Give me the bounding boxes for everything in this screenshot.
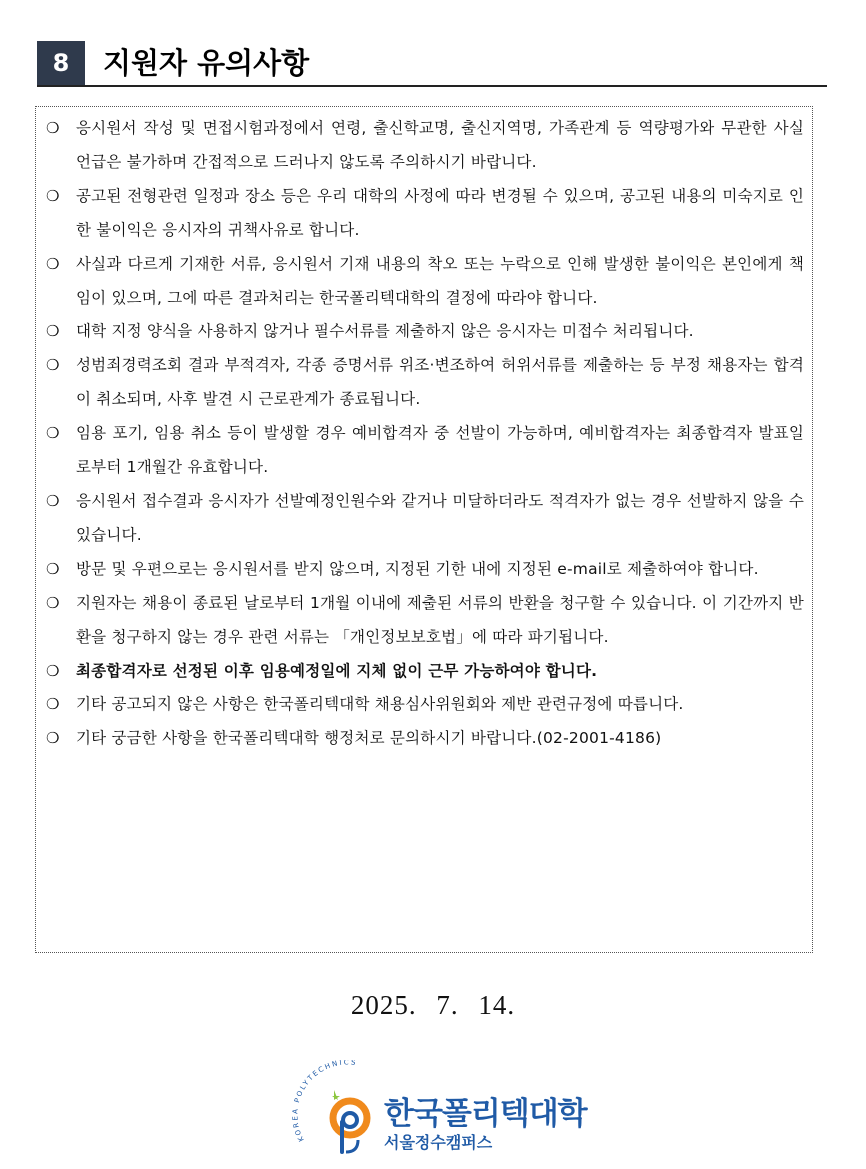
circle-bullet-icon: ❍: [46, 424, 60, 443]
notice-item: [46, 349, 804, 417]
circle-bullet-icon: ❍: [46, 661, 60, 680]
announcement-date: 2025. 7. 14.: [350, 990, 516, 1020]
notice-text: 대학 지정 양식을 사용하지 않거나 필수서류를 제출하지 않은 응시자는 미접수 처리됩니다.: [76, 322, 694, 341]
notice-text: 지원자는 채용이 종료된 날로부터 1개월 이내에 제출된 서류의 반환을 청구할 수 있습니다. 이 기간까지 반환을 청구하지 않는 경우 관련 서류는 「개인정보보호법」에 따라 파기됩니다.: [76, 593, 804, 646]
notice-item: [46, 485, 804, 553]
notice-text: 임용 포기, 임용 취소 등이 발생할 경우 예비합격자 중 선발이 가능하며, 예비합격자는 최종합격자 발표일로부터 1개월간 유효합니다.: [76, 424, 804, 477]
circle-bullet-icon: ❍: [46, 356, 60, 375]
notice-text: 응시원서 작성 및 면접시험과정에서 연령, 출신학교명, 출신지역명, 가족관계 등 역량평가와 무관한 사실 언급은 불가하며 간접적으로 드러나지 않도록 주의하시기 바랍니다.: [76, 119, 804, 171]
notice-item: [46, 722, 804, 756]
circle-bullet-icon: ❍: [46, 186, 60, 205]
notice-box: [35, 106, 813, 953]
notice-text: 방문 및 우편으로는 응시원서를 받지 않으며, 지정된 기한 내에 지정된 e-mail로 제출하여야 합니다.: [76, 559, 759, 578]
notice-item: [46, 112, 804, 180]
circle-bullet-icon: ❍: [46, 491, 60, 510]
notice-text: 공고된 전형관련 일정과 장소 등은 우리 대학의 사정에 따라 변경될 수 있으며, 공고된 내용의 미숙지로 인한 불이익은 응시자의 귀책사유로 합니다.: [76, 186, 804, 239]
notice-item: [46, 553, 804, 587]
section-title: 지원자 유의사항: [103, 46, 310, 80]
circle-bullet-icon: ❍: [46, 254, 60, 273]
notice-item: [46, 180, 804, 248]
circle-bullet-icon: ❍: [46, 695, 60, 714]
circle-bullet-icon: ❍: [46, 559, 60, 578]
circle-bullet-icon: ❍: [46, 322, 60, 341]
notice-item: [46, 417, 804, 485]
notice-item: [46, 688, 804, 722]
notice-text: 기타 공고되지 않은 사항은 한국폴리텍대학 채용심사위원회와 제반 관련규정에 따릅니다.: [76, 695, 684, 714]
notice-item: [46, 315, 804, 349]
section-header: [37, 36, 827, 86]
circle-bullet-icon: ❍: [46, 593, 60, 612]
notice-text: 기타 궁금한 사항을 한국폴리텍대학 행정처로 문의하시기 바랍니다.(02-2001-4186): [76, 729, 662, 748]
circle-bullet-icon: ❍: [46, 119, 60, 137]
notice-text: 응시원서 접수결과 응시자가 선발예정인원수와 같거나 미달하더라도 적격자가 없는 경우 선발하지 않을 수 있습니다.: [76, 491, 804, 544]
notice-text: 최종합격자로 선정된 이후 임용예정일에 지체 없이 근무 가능하여야 합니다.: [76, 661, 598, 680]
logo-college-name: 한국폴리텍대학: [384, 1096, 587, 1132]
circle-bullet-icon: ❍: [46, 729, 60, 748]
notice-item: [46, 587, 804, 655]
college-logo: [292, 1060, 592, 1160]
logo-arc-text: KOREA POLYTECHNICS: [292, 1060, 358, 1143]
notice-item: [46, 248, 804, 316]
notice-text: 사실과 다르게 기재한 서류, 응시원서 기재 내용의 착오 또는 누락으로 인해 발생한 불이익은 본인에게 책임이 있으며, 그에 따른 결과처리는 한국폴리텍대학의 결정에 따라야 합니다.: [76, 254, 804, 307]
section-number: 8: [37, 41, 85, 85]
logo-campus-name: 서울정수캠퍼스: [384, 1133, 493, 1152]
notice-text: 성범죄경력조회 결과 부적격자, 각종 증명서류 위조·변조하여 허위서류를 제출하는 등 부정 채용자는 합격이 취소되며, 사후 발견 시 근로관계가 종료됩니다.: [76, 356, 804, 409]
header-divider: [37, 85, 827, 87]
notice-item: [46, 655, 804, 689]
